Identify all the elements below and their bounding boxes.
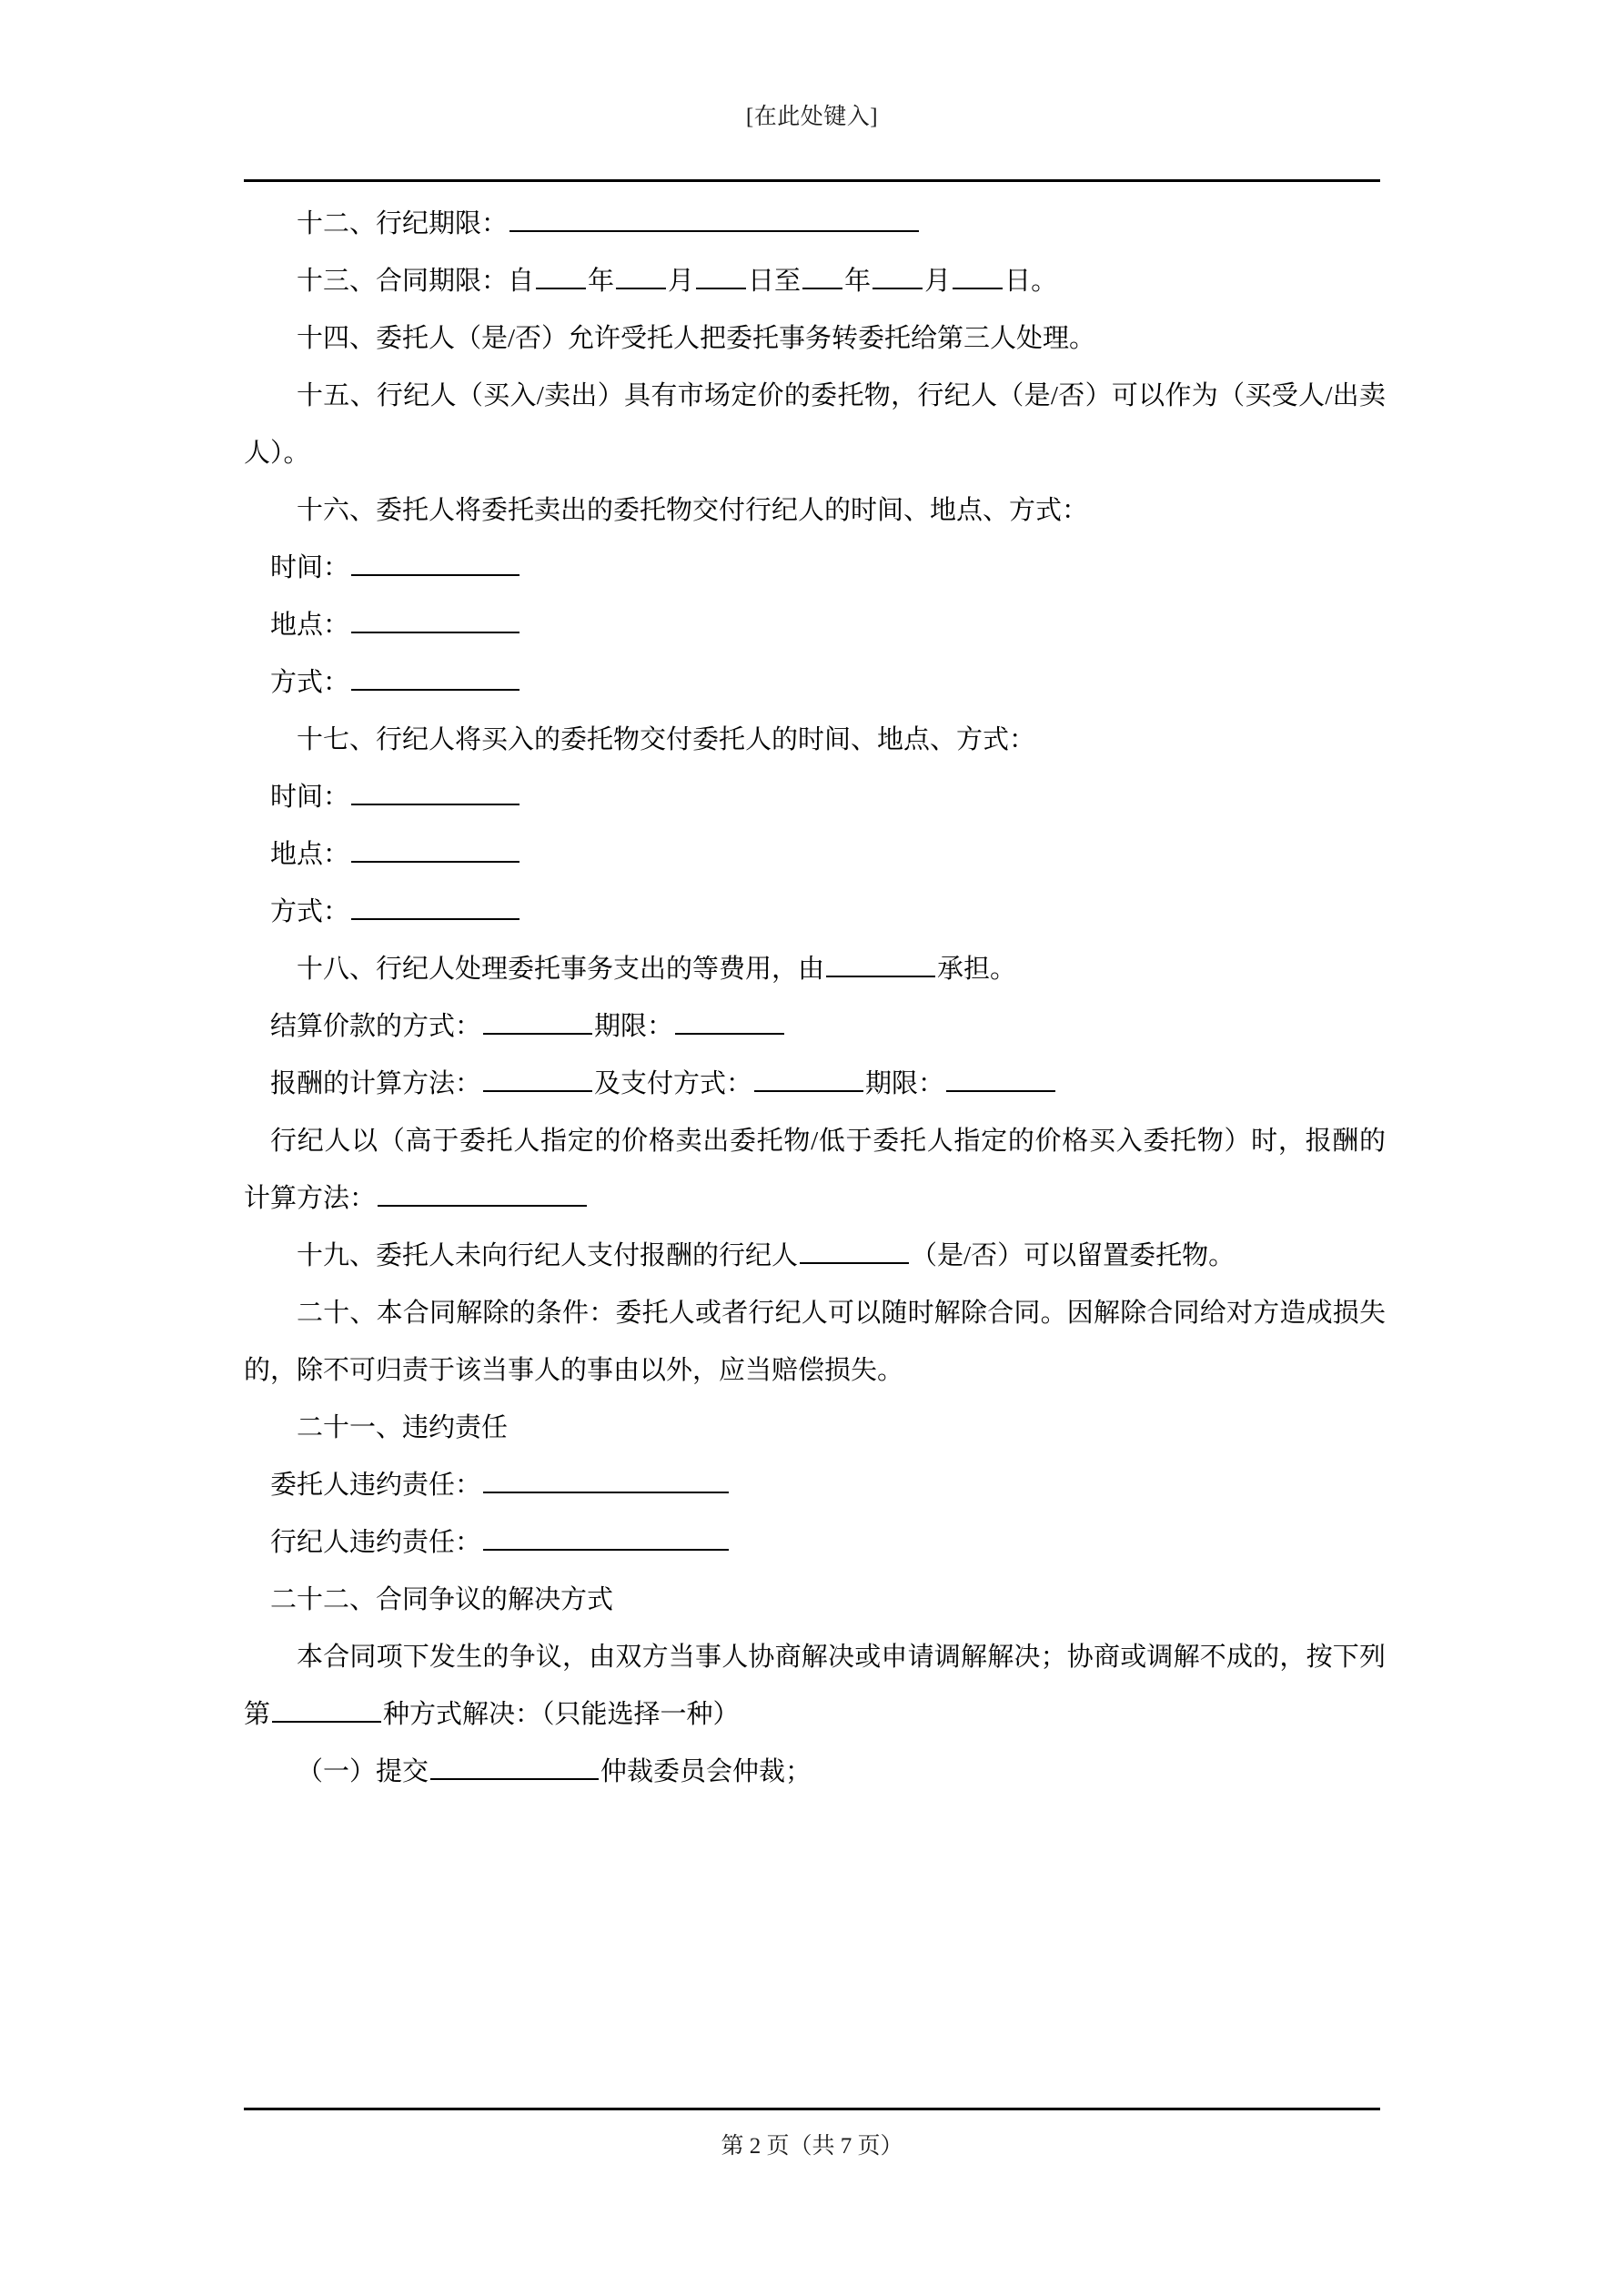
clause-12-label: 十二、行纪期限： (297, 209, 509, 238)
clause-13-day-blank[interactable] (696, 260, 746, 289)
clause-18-a: 十八、行纪人处理委托事务支出的等费用，由 (297, 955, 825, 984)
clause-14: 十四、委托人（是/否）允许受托人把委托事务转委托给第三人处理。 (297, 324, 1096, 353)
clause-22-opt1-b: 仲裁委员会仲裁； (600, 1757, 812, 1786)
clause-18-settle-label: 结算价款的方式： (270, 1012, 482, 1041)
clause-16-time-blank[interactable] (351, 547, 519, 576)
clause-22-opt1-blank[interactable] (430, 1751, 599, 1780)
clause-13-year2-blank[interactable] (802, 260, 842, 289)
clause-18-reward (244, 1056, 1386, 1113)
clause-17-method (244, 884, 1386, 941)
clause-17-time-blank[interactable] (351, 776, 519, 805)
clause-21-broker-label: 行纪人违约责任： (270, 1528, 482, 1557)
clause-16-method-blank[interactable] (351, 662, 519, 691)
clause-21-broker-blank[interactable] (483, 1522, 729, 1551)
clause-19-blank[interactable] (800, 1235, 909, 1264)
clause-17-time-label: 时间： (270, 783, 350, 812)
clause-13 (244, 253, 1386, 310)
clause-18-reward-blank[interactable] (483, 1063, 592, 1092)
footer-divider (244, 2108, 1380, 2110)
clause-18-reward-pay-blank[interactable] (754, 1063, 863, 1092)
clause-22-method-blank[interactable] (272, 1694, 381, 1723)
clause-13-e: 年 (844, 267, 872, 296)
clause-17-method-blank[interactable] (351, 891, 519, 920)
clause-22-opt1-a: （一）提交 (297, 1757, 429, 1786)
clause-13-a: 十三、合同期限：自 (297, 267, 535, 296)
clause-13-f: 月 (924, 267, 952, 296)
clause-13-g: 日。 (1004, 267, 1058, 296)
clause-18-reward-term-blank[interactable] (946, 1063, 1055, 1092)
clause-22-option-1 (244, 1744, 1386, 1801)
clause-18-extra-text: 行纪人以（高于委托人指定的价格卖出委托物/低于委托人指定的价格买入委托物）时，报酬的计算方法： (244, 1127, 1386, 1213)
clause-13-c: 月 (668, 267, 695, 296)
clause-13-month2-blank[interactable] (873, 260, 923, 289)
clause-19 (244, 1228, 1386, 1285)
clause-18-extra (244, 1113, 1386, 1228)
clause-19-a: 十九、委托人未向行纪人支付报酬的行纪人 (297, 1241, 799, 1270)
clause-12 (244, 196, 1386, 253)
document-body (244, 196, 1386, 1801)
clause-16-place-label: 地点： (270, 611, 350, 640)
clause-17-method-label: 方式： (270, 897, 350, 926)
page-footer: 第 2 页（共 7 页） (721, 2134, 903, 2159)
clause-18-settle-blank[interactable] (483, 1006, 592, 1035)
header-divider (244, 179, 1380, 182)
clause-16-method-label: 方式： (270, 668, 350, 697)
clause-18-extra-blank[interactable] (378, 1178, 587, 1207)
clause-21-consignor-blank[interactable] (483, 1464, 729, 1493)
clause-18-blank[interactable] (826, 948, 935, 977)
clause-16-time (244, 540, 1386, 597)
clause-16-place (244, 597, 1386, 654)
clause-17-place (244, 826, 1386, 884)
clause-16-time-label: 时间： (270, 553, 350, 582)
clause-22: 二十二、合同争议的解决方式 (270, 1585, 614, 1614)
clause-16-method (244, 654, 1386, 712)
clause-21-consignor-label: 委托人违约责任： (270, 1471, 482, 1500)
clause-17: 十七、行纪人将买入的委托物交付委托人的时间、地点、方式： (297, 725, 1036, 754)
clause-13-month-blank[interactable] (616, 260, 666, 289)
clause-22-body (244, 1629, 1386, 1744)
clause-18-reward-label: 报酬的计算方法： (270, 1069, 482, 1098)
clause-18-settle-term-label: 期限： (594, 1012, 674, 1041)
clause-22-body-b: 种方式解决：（只能选择一种） (383, 1700, 740, 1729)
clause-13-b: 年 (588, 267, 615, 296)
clause-18-settlement (244, 998, 1386, 1056)
clause-13-day2-blank[interactable] (953, 260, 1003, 289)
clause-15: 十五、行纪人（买入/卖出）具有市场定价的委托物，行纪人（是/否）可以作为（买受人/出卖人）。 (244, 381, 1386, 468)
page-header: [在此处键入] (745, 105, 879, 129)
clause-19-b: （是/否）可以留置委托物。 (911, 1241, 1236, 1270)
clause-21: 二十一、违约责任 (297, 1413, 509, 1442)
clause-13-d: 日至 (748, 267, 802, 296)
clause-17-time (244, 769, 1386, 826)
clause-17-place-label: 地点： (270, 840, 350, 869)
clause-21-consignor (244, 1457, 1386, 1514)
clause-18-reward-pay-label: 及支付方式： (594, 1069, 753, 1098)
clause-17-place-blank[interactable] (351, 834, 519, 863)
clause-18-reward-term-label: 期限： (865, 1069, 945, 1098)
clause-22-body-a: 本合同项下发生的争议，由双方当事人协商解决或申请调解解决；协商或调解不成的，按下列第 (244, 1643, 1386, 1729)
clause-16-place-blank[interactable] (351, 604, 519, 633)
clause-13-year-blank[interactable] (536, 260, 586, 289)
clause-18-b: 承担。 (937, 955, 1017, 984)
clause-12-blank[interactable] (509, 203, 919, 232)
clause-21-broker (244, 1514, 1386, 1572)
clause-18-settle-term-blank[interactable] (675, 1006, 784, 1035)
clause-20: 二十、本合同解除的条件：委托人或者行纪人可以随时解除合同。因解除合同给对方造成损失的，除不可归责于该当事人的事由以外，应当赔偿损失。 (244, 1299, 1386, 1385)
clause-16: 十六、委托人将委托卖出的委托物交付行纪人的时间、地点、方式： (297, 496, 1089, 525)
clause-18 (244, 941, 1386, 998)
